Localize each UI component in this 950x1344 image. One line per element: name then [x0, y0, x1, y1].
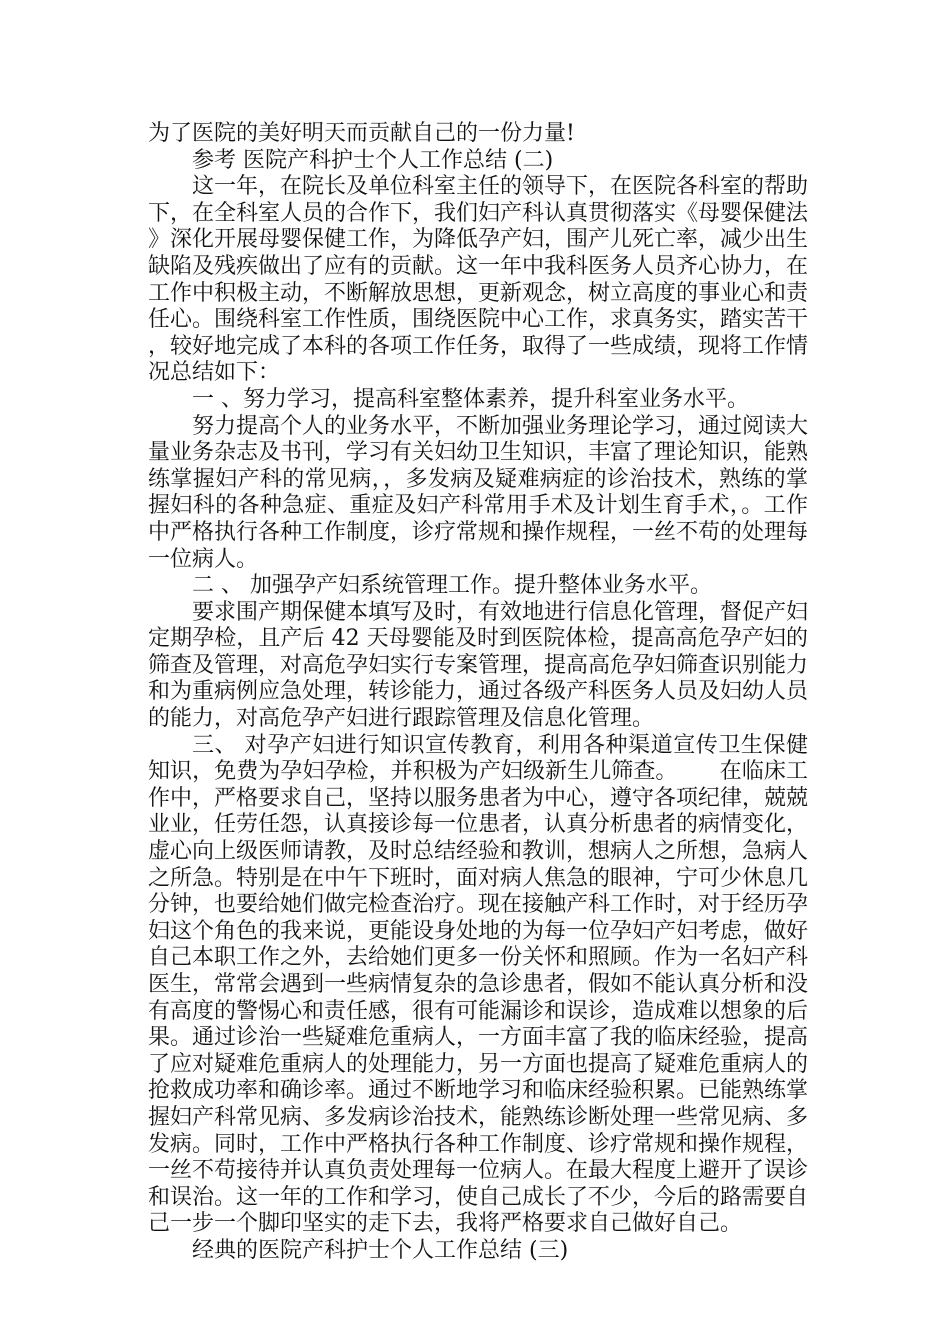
paragraph-study: 努力提高个人的业务水平，不断加强业务理论学习，通过阅读大量业务杂志及书刊，学习有关妇幼卫生知识，丰富了理论知识，能熟练掌握妇产科的常见病，，多发病及疑难病症的诊治技术，熟练的掌握妇科的各种急症、重症及妇产科常用手术及计划生育手术，。工作中严格执行各种工作制度，诊疗常规和操作规程，一丝不苟的处理每一位病人。: [148, 413, 809, 572]
section-heading-2: 参考 医院产科护士个人工作总结 (二): [192, 147, 554, 173]
paragraph-education-clinical: 三、 对孕产妇进行知识宣传教育，利用各种渠道宣传卫生保健知识，免费为孕妇孕检，并积极为产妇级新生儿筛查。 在临床工作中，严格要求自己，坚持以服务患者为中心，遵守各项纪律，兢兢业业，任劳任怨，认真接诊每一位患者，认真分析患者的病情变化，虚心向上级医师请教，及时总结经验和教训，想病人之所想，急病人之所急。特别是在中午下班时，面对病人焦急的眼神，宁可少休息几分钟，也要给她们做完检查治疗。现在接触产科工作时，对于经历孕妇这个角色的我来说，更能设身处地的为每一位孕妇产妇考虑，做好自己本职工作之外，去给她们更多一份关怀和照顾。作为一名妇产科医生，常常会遇到一些病情复杂的急诊患者，假如不能认真分析和没有高度的警惕心和责任感，很有可能漏诊和误诊，造成难以想象的后果。通过诊治一些疑难危重病人，一方面丰富了我的临床经验，提高了应对疑难危重病人的处理能力，另一方面也提高了疑难危重病人的抢救成功率和确诊率。通过不断地学习和临床经验积累。已能熟练掌握妇产科常见病、多发病诊治技术，能熟练诊断处理一些常见病、多发病。同时，工作中严格执行各种工作制度、诊疗常规和操作规程，一丝不苟接待并认真负责处理每一位病人。在最大程度上避开了误诊和误治。这一年的工作和学习，使自己成长了不少，今后的路需要自己一步一个脚印坚实的走下去，我将严格要求自己做好自己。: [148, 732, 809, 1237]
paragraph-intro: 这一年，在院长及单位科室主任的领导下，在医院各科室的帮助下，在全科室人员的合作下，我们妇产科认真贯彻落实《母婴保健法》深化开展母婴保健工作，为降低孕产妇，围产儿死亡率，减少出生缺陷及残疾做出了应有的贡献。这一年中我科医务人员齐心协力，在工作中积极主动，不断解放思想，更新观念，树立高度的事业心和责任心。围绕科室工作性质，围绕医院中心工作，求真务实，踏实苦干，较好地完成了本科的各项工作任务，取得了一些成绩，现将工作情况总结如下：: [148, 174, 809, 386]
section-heading-3: 经典的医院产科护士个人工作总结 (三): [192, 1237, 569, 1263]
document-body: [148, 121, 808, 1265]
subheading-2: 二 、 加强孕产妇系统管理工作。提升整体业务水平。: [192, 573, 712, 599]
subheading-1: 一 、努力学习，提高科室整体素养，提升科室业务水平。: [192, 386, 749, 412]
paragraph-closing-line: 为了医院的美好明天而贡献自己的一份力量!: [148, 121, 575, 146]
paragraph-management: 要求围产期保健本填写及时，有效地进行信息化管理，督促产妇定期孕检，且产后 42 天母婴能及时到医院体检，提高高危孕产妇的筛查及管理，对高危孕妇实行专案管理，提高高危孕妇筛查识别能力和为重病例应急处理，转诊能力，通过各级产科医务人员及妇幼人员的能力，对高危孕产妇进行跟踪管理及信息化管理。: [148, 599, 809, 732]
